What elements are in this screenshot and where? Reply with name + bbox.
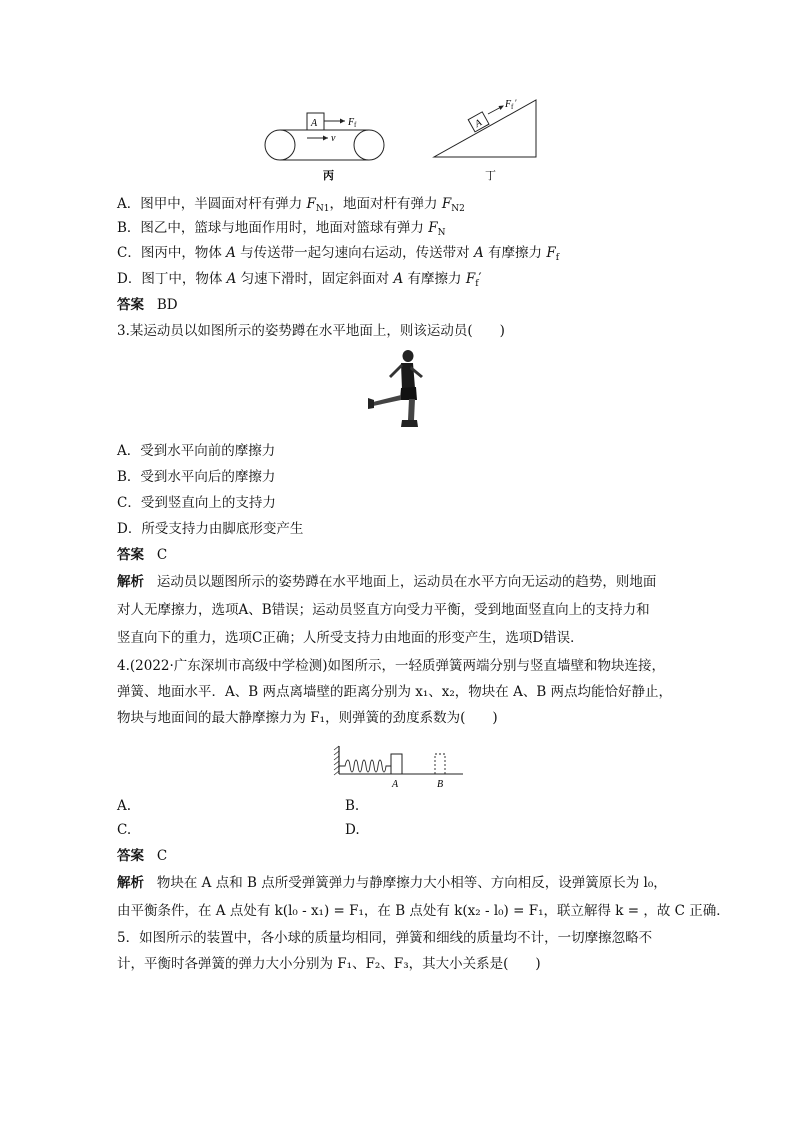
q4-analysis-line-2: 由平衡条件，在 A 点处有 k(l₀ - x₁) = F₁，在 B 点处有 k(x₂ - l₀) = F₁，联立解得 k = ，故 C 正确．: [117, 903, 730, 919]
q4-option-a: A.: [117, 798, 132, 814]
incline-block-label: A: [473, 117, 484, 130]
spring-label-a: A: [392, 779, 399, 790]
q4-stem-line-3: 物块与地面间的最大静摩擦力为 F₁，则弹簧的劲度系数为( ): [117, 710, 498, 726]
conveyor-block-label: A: [311, 118, 318, 129]
incline-figure: [430, 95, 545, 185]
q4-option-c: C.: [117, 822, 132, 838]
q2-option-a: A．图甲中，半圆面对杆有弹力 $F_{N1}$，地面对杆有弹力 $F_{N2}$: [117, 196, 465, 214]
q3-analysis-line-1: 解析 运动员以题图所示的姿势蹲在水平地面上，运动员在水平方向无运动的趋势，则地面: [117, 574, 657, 590]
q2-answer: 答案 BD: [117, 297, 178, 313]
q3-stem: 3.某运动员以如图所示的姿势蹲在水平地面上，则该运动员( ): [117, 323, 505, 339]
incline-force-sub: f: [511, 103, 514, 111]
incline-force-label: F: [505, 99, 512, 110]
conveyor-figure: [262, 105, 392, 185]
incline-force-prime: ′: [515, 98, 517, 108]
q2-option-b: B．图乙中，篮球与地面作用时，地面对篮球有弹力 $F_N$: [117, 220, 446, 238]
conveyor-caption: 丙: [323, 170, 334, 182]
q4-option-b: B.: [345, 798, 360, 814]
q3-option-c: C．受到竖直向上的支持力: [117, 495, 276, 511]
q2-option-d: D．图丁中，物体 A 匀速下滑时，固定斜面对 A 有摩擦力 $F_f'$: [117, 271, 482, 289]
q3-option-a: A．受到水平向前的摩擦力: [117, 443, 276, 459]
q3-option-b: B．受到水平向后的摩擦力: [117, 469, 276, 485]
conveyor-velocity-label: v: [331, 133, 336, 144]
athlete-figure: [365, 348, 435, 433]
conveyor-force-sub: f: [354, 121, 357, 129]
q2-option-c: C．图丙中，物体 A 与传送带一起匀速向右运动，传送带对 A 有摩擦力 $F_f$: [117, 245, 560, 263]
spring-label-b: B: [437, 779, 444, 790]
q4-stem-line-1: 4.(2022·广东深圳市高级中学检测)如图所示，一轻质弹簧两端分别与竖直墙壁和物块连接，: [117, 658, 666, 674]
incline-caption: 丁: [485, 170, 496, 182]
q3-option-d: D．所受支持力由脚底形变产生: [117, 521, 304, 537]
q4-analysis-line-1: 解析 物块在 A 点和 B 点所受弹簧弹力与静摩擦力大小相等、方向相反，设弹簧原长为 l₀，: [117, 875, 667, 891]
q4-answer: 答案 C: [117, 848, 168, 864]
q4-stem-line-2: 弹簧、地面水平．A、B 两点离墙壁的距离分别为 x₁、x₂，物块在 A、B 两点均能恰好静止，: [117, 684, 673, 700]
conveyor-force-label: F: [348, 117, 355, 128]
q4-option-d: D.: [345, 822, 360, 838]
spring-figure: [333, 742, 473, 790]
q3-answer: 答案 C: [117, 547, 168, 563]
q3-analysis-line-2: 对人无摩擦力，选项A、B错误；运动员竖直方向受力平衡，受到地面竖直向上的支持力和: [117, 602, 650, 618]
q3-analysis-line-3: 竖直向下的重力，选项C正确；人所受支持力由地面的形变产生，选项D错误．: [117, 630, 584, 646]
q5-stem-line-2: 计，平衡时各弹簧的弹力大小分别为 F₁、F₂、F₃，其大小关系是( ): [117, 956, 541, 972]
q5-stem-line-1: 5．如图所示的装置中，各小球的质量均相同，弹簧和细线的质量均不计，一切摩擦忽略不: [117, 930, 653, 946]
